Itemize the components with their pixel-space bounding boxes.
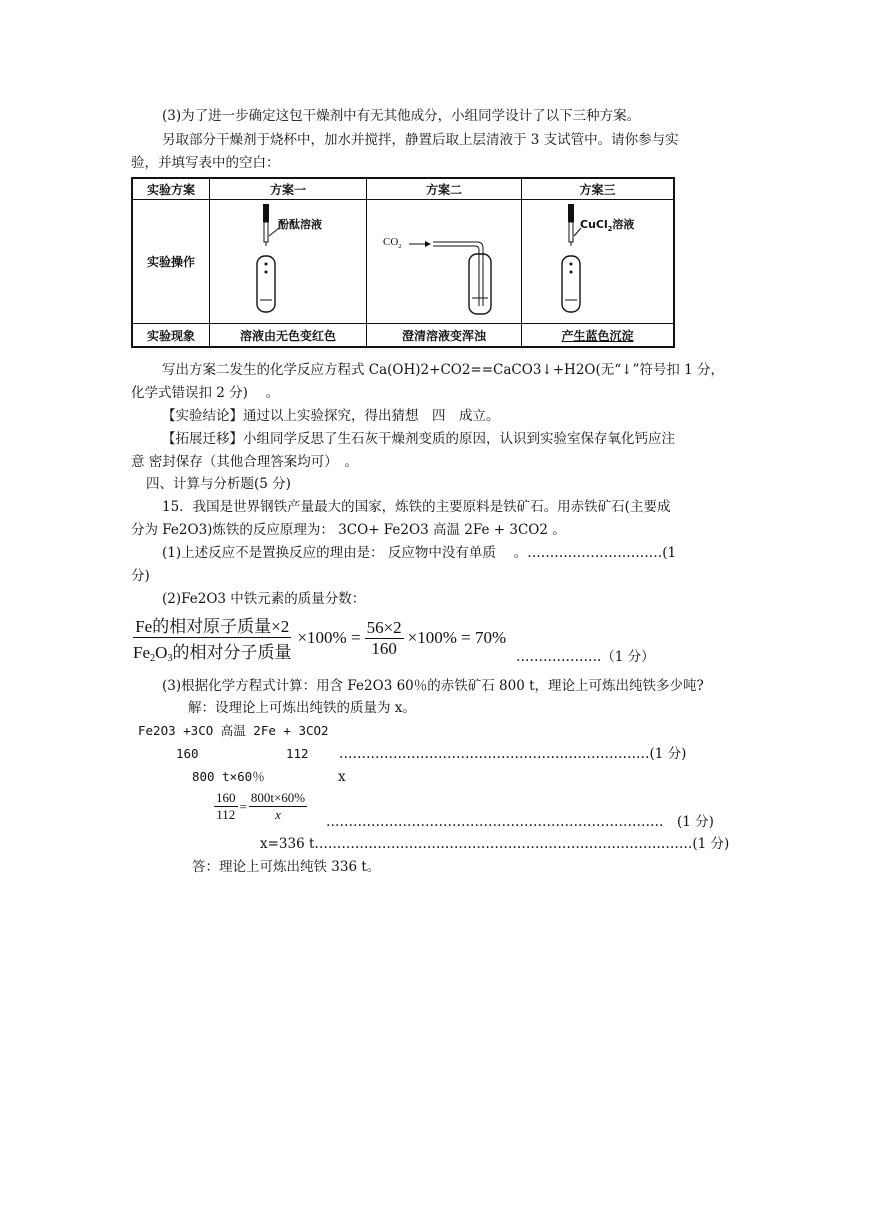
section-heading: 四、计算与分析题(5 分) <box>146 476 291 492</box>
calc-ore-mass: 800 t×60％ <box>192 769 265 784</box>
calc-molar-fe2o3: 160 <box>176 746 199 761</box>
phenomenon-2: 澄清溶液变浑浊 <box>367 324 522 348</box>
calc-score2: ………………………………………………………………… (1 分) <box>326 814 714 830</box>
calc-answer: x=336 t…………………………………………………………………………(1 分) <box>260 836 730 852</box>
calc-x: x <box>338 769 346 785</box>
row-operation-label: 实验操作 <box>132 200 210 324</box>
experiment-table <box>131 177 675 348</box>
header-scheme: 实验方案 <box>132 178 210 200</box>
header-scheme-3: 方案三 <box>522 178 675 200</box>
reagent-co2: $CO_2$ <box>383 236 402 250</box>
calc-equation: Fe2O3 +3CO 高温 2Fe + 3CO2 <box>138 723 329 738</box>
equation-line2: 化学式错误扣 2 分) 。 <box>131 385 280 401</box>
reagent-phenolphthalein: 酚酞溶液 <box>278 218 322 231</box>
q15-part3: (3)根据化学方程式计算：用含 Fe2O3 60％的赤铁矿石 800 t，理论上可炼出纯铁多少吨? <box>162 678 704 694</box>
phenomenon-3: 产生蓝色沉淀 <box>522 324 675 348</box>
q15-line2: 分为 Fe2O3)炼铁的反应原理为： 3CO+ Fe2O3 高温 2Fe + 3CO2 。 <box>131 522 566 538</box>
extension-line2: 意 密封保存（其他合理答案均可） 。 <box>131 454 359 470</box>
p3-line3: 验，并填写表中的空白： <box>131 155 280 171</box>
q15-part1-tail: 分) <box>131 568 150 584</box>
q15-part2: (2)Fe2O3 中铁元素的质量分数： <box>162 591 366 607</box>
fraction-result: ×100% = 70% <box>407 628 507 647</box>
extension-line1: 【拓展迁移】小组同学反思了生石灰干燥剂变质的原因，认识到实验室保存氧化钙应注 <box>162 431 675 447</box>
phenomenon-1: 溶液由无色变红色 <box>210 324 367 348</box>
fraction2-denominator: 160 <box>371 638 397 658</box>
operation-3-cell <box>522 200 675 324</box>
solution-setup: 解：设理论上可炼出纯铁的质量为 x。 <box>188 700 416 716</box>
fraction2-numerator: 56×2 <box>366 617 402 637</box>
fraction1-numerator: Fe的相对原子质量×2 <box>133 612 291 638</box>
gas-tube-icon <box>369 200 519 320</box>
fraction1-denominator: $Fe_2O_3$的相对分子质量 <box>133 643 292 664</box>
row-phenomenon-label: 实验现象 <box>132 324 210 348</box>
header-scheme-2: 方案二 <box>367 178 522 200</box>
equation-line1: 写出方案二发生的化学反应方程式 Ca(OH)2+CO2==CaCO3↓+H2O(无“↓”符号扣 1 分， <box>162 362 725 378</box>
header-scheme-1: 方案一 <box>210 178 367 200</box>
operation-1-cell <box>210 200 367 324</box>
p3-line2: 另取部分干燥剂于烧杯中，加水并搅拌，静置后取上层清液于 3 支试管中。请你参与实 <box>162 132 679 148</box>
mass-fraction-formula: $\frac{\text{Fe的相对原子质量×2}}{Fe_2O_3的相对分子质量}$ ×100% = $\frac{56\times 2}{160}$ ×100% = 70% <box>131 612 506 664</box>
q15-line1: 15．我国是世界钢铁产量最大的国家，炼铁的主要原料是铁矿石。用赤铁矿石(主要成 <box>162 499 671 515</box>
part2-score: ……………….（1 分） <box>516 649 655 665</box>
conclusion: 【实验结论】通过以上实验探究，得出猜想 四 成立。 <box>162 408 500 424</box>
reagent-cucl2: CuCl$_2$溶液 <box>580 218 635 233</box>
ratio-equation: $\frac{160}{112}$ = $\frac{800t\times 60\%}{x}$ <box>216 790 306 822</box>
q15-part1: (1)上述反应不是置换反应的理由是： 反应物中没有单质 。…………………………(1 <box>162 545 677 561</box>
p3-intro: (3)为了进一步确定这包干燥剂中有无其他成分，小组同学设计了以下三种方案。 <box>162 108 641 124</box>
calc-molar-fe: 112 <box>286 746 309 761</box>
operation-2-cell <box>367 200 522 324</box>
calc-score1: ……………………………………………………………(1 分) <box>339 746 687 762</box>
final-answer: 答：理论上可炼出纯铁 336 t。 <box>192 859 381 875</box>
